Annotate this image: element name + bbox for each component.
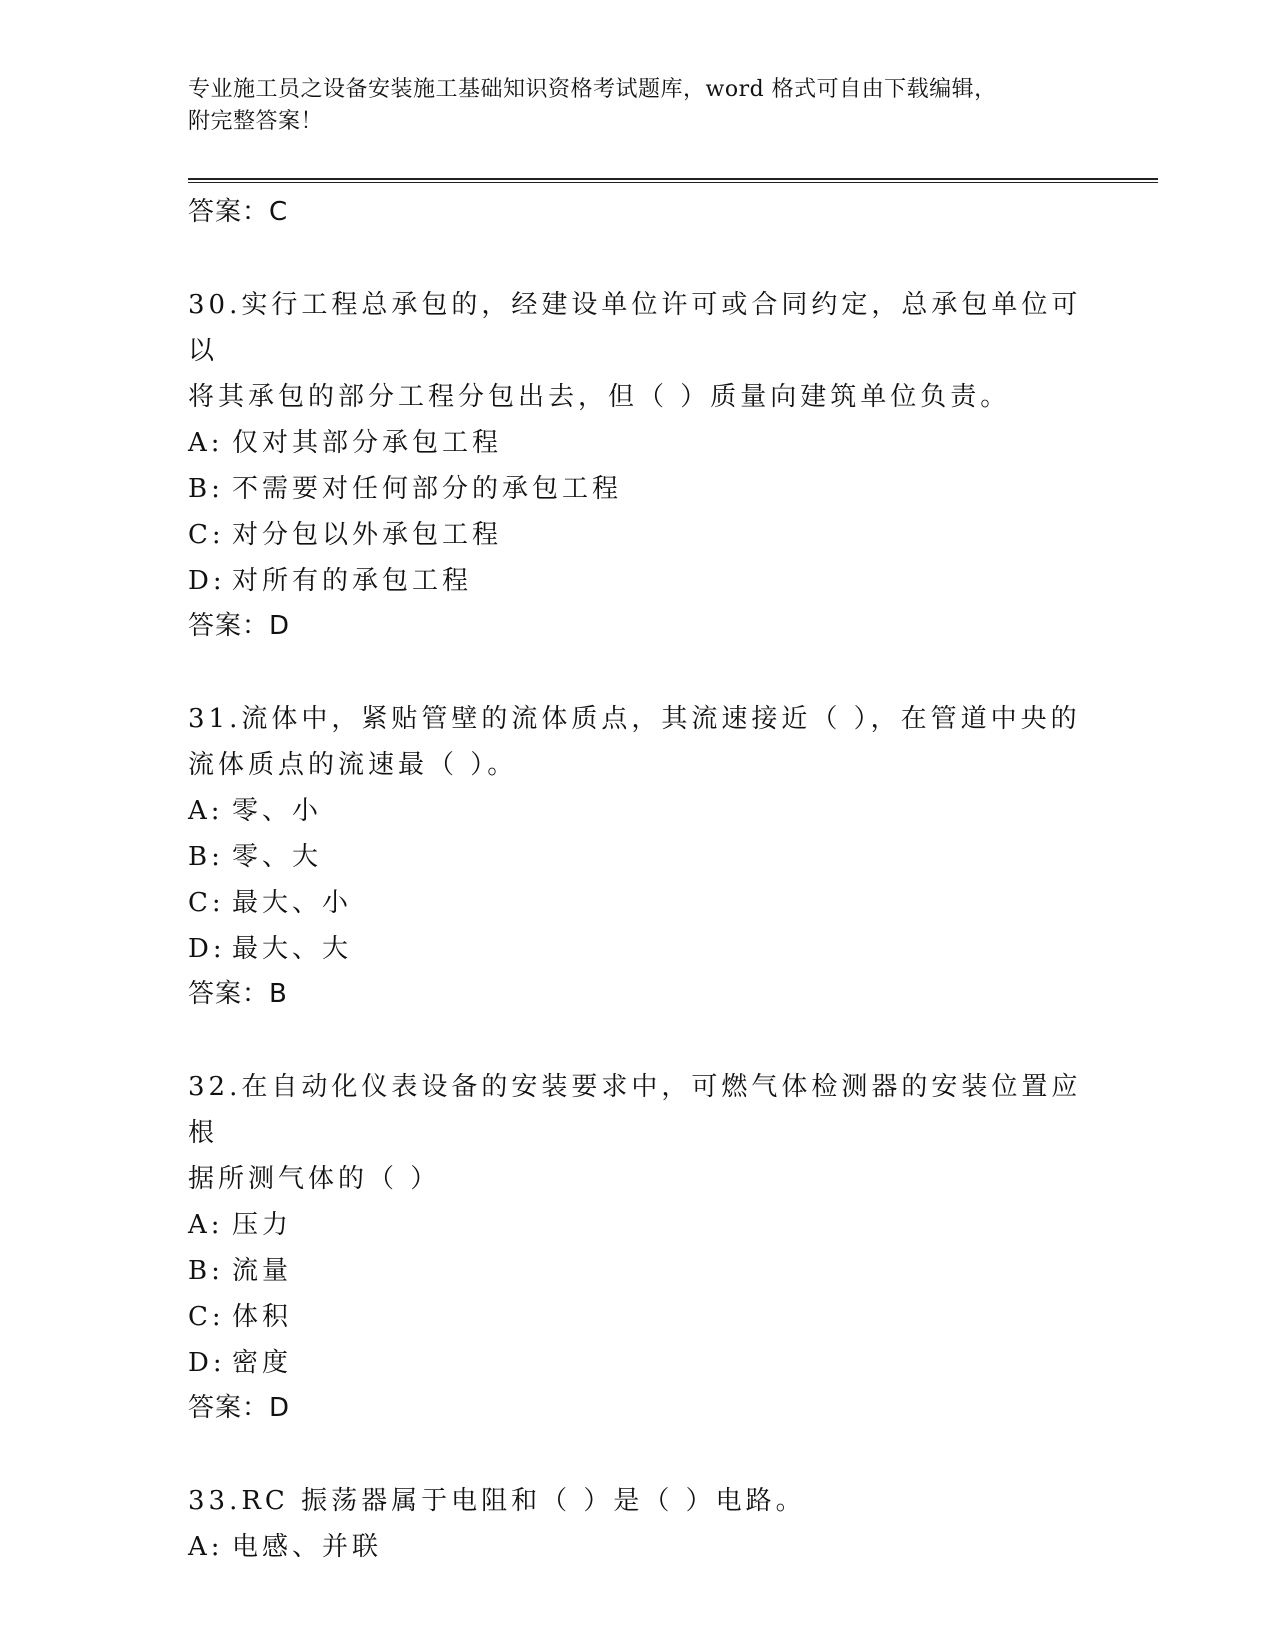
question-31 [188, 696, 1088, 1016]
option-key: D: [188, 1348, 226, 1378]
option-key: D: [188, 566, 226, 596]
option-c [188, 512, 1088, 558]
question-text-line: 将其承包的部分工程分包出去，但（ ）质量向建筑单位负责。 [188, 382, 1011, 412]
question-32 [188, 1064, 1088, 1430]
header-divider [188, 178, 1158, 183]
option-text: 零、大 [232, 842, 323, 872]
option-b [188, 466, 1088, 512]
question-text-line: 流体质点的流速最（ ）。 [188, 750, 518, 780]
option-d [188, 558, 1088, 604]
option-c [188, 880, 1088, 926]
option-a [188, 788, 1088, 834]
option-key: A: [188, 1532, 224, 1562]
option-d [188, 926, 1088, 972]
option-b [188, 834, 1088, 880]
option-text: 对所有的承包工程 [232, 566, 473, 596]
option-key: B: [188, 1256, 224, 1286]
header-line-1: 专业施工员之设备安装施工基础知识资格考试题库，word 格式可自由下载编辑， [188, 77, 997, 102]
option-key: C: [188, 888, 225, 918]
option-key: B: [188, 842, 224, 872]
document-body [188, 190, 1088, 1570]
option-text: 压力 [232, 1210, 293, 1240]
question-text-line: 33.RC 振荡器属于电阻和（ ）是（ ）电路。 [188, 1486, 806, 1516]
option-b [188, 1248, 1088, 1294]
document-header [188, 74, 1088, 138]
option-text: 仅对其部分承包工程 [232, 428, 503, 458]
option-key: D: [188, 934, 226, 964]
question-text-line: 32.在自动化仪表设备的安装要求中，可燃气体检测器的安装位置应根 [188, 1072, 1082, 1148]
option-d [188, 1340, 1088, 1386]
option-text: 零、小 [232, 796, 323, 826]
option-text: 最大、大 [232, 934, 353, 964]
option-key: B: [188, 474, 224, 504]
question-33 [188, 1478, 1088, 1570]
question-answer: 答案：D [188, 611, 291, 641]
question-30 [188, 282, 1088, 648]
option-text: 流量 [232, 1256, 293, 1286]
option-key: C: [188, 1302, 225, 1332]
option-a [188, 420, 1088, 466]
option-text: 不需要对任何部分的承包工程 [232, 474, 623, 504]
question-answer: 答案：D [188, 1393, 291, 1423]
previous-question-answer: 答案：C [188, 197, 289, 227]
question-text-line: 31.流体中，紧贴管壁的流体质点，其流速接近（ ），在管道中央的 [188, 704, 1081, 734]
option-a [188, 1524, 1088, 1570]
option-text: 体积 [232, 1302, 293, 1332]
option-text: 密度 [232, 1348, 293, 1378]
header-line-2: 附完整答案！ [188, 109, 324, 134]
option-key: C: [188, 520, 225, 550]
option-c [188, 1294, 1088, 1340]
question-text-line: 据所测气体的（ ） [188, 1164, 441, 1194]
option-text: 电感、并联 [232, 1532, 383, 1562]
question-text-line: 30.实行工程总承包的，经建设单位许可或合同约定，总承包单位可以 [188, 290, 1082, 366]
option-key: A: [188, 428, 224, 458]
option-text: 对分包以外承包工程 [232, 520, 503, 550]
option-key: A: [188, 796, 224, 826]
option-key: A: [188, 1210, 224, 1240]
option-a [188, 1202, 1088, 1248]
option-text: 最大、小 [232, 888, 353, 918]
question-answer: 答案：B [188, 979, 288, 1009]
